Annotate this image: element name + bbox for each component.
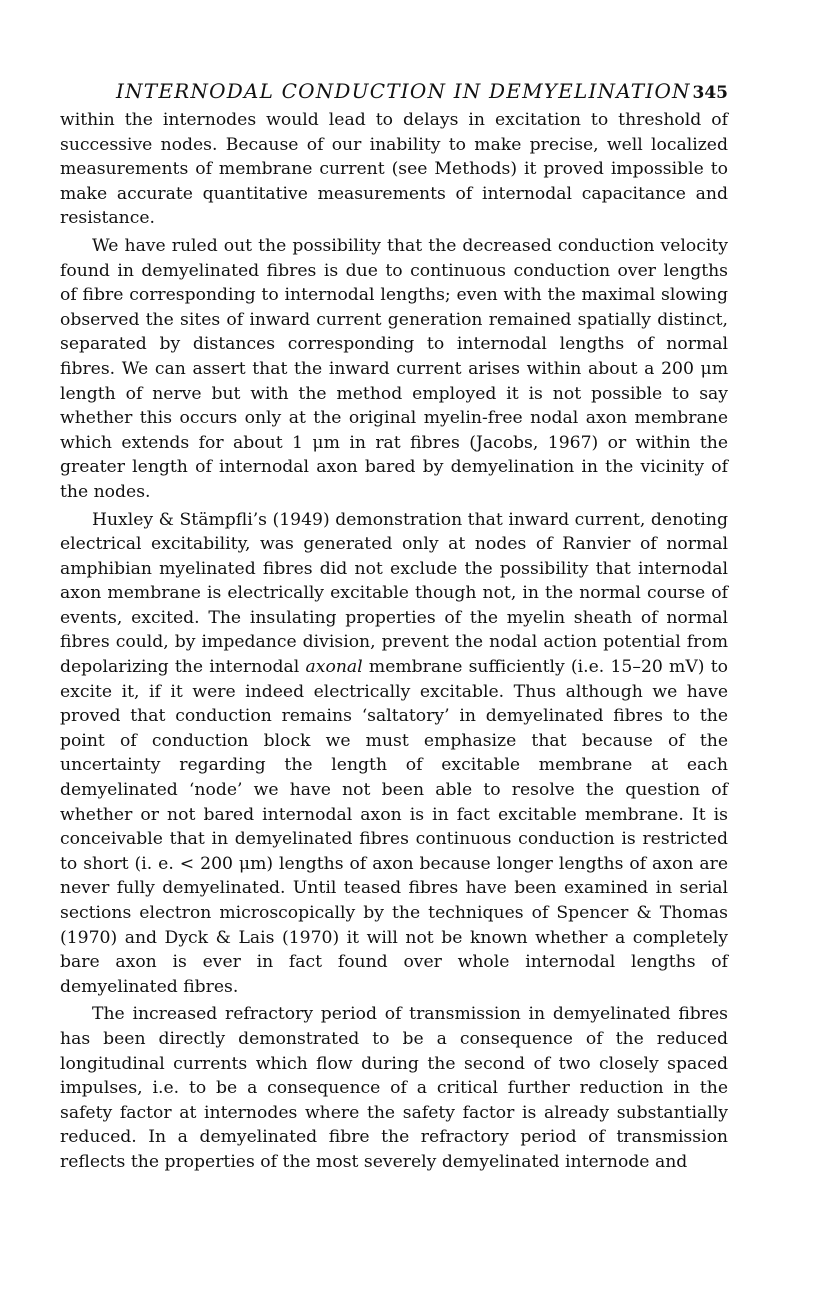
paragraph-2: We have ruled out the possibility that the decreased conduction velocity found in demyelinated fibres is due to continuous conduction over lengths of fibre corresponding to internodal lengths; even with the maximal slowing observed the sites of inward current generation remained spatially distinct, separated by distances corresponding to internodal lengths of normal fibres. We can assert that the inward current arises within about a 200 μm length of nerve but with the method employed it is not possible to say whether this occurs only at the original myelin-free nodal axon membrane which extends for about 1 μm in rat fibres (Jacobs, 1967) or within the greater length of internodal axon bared by demyelination in the vicinity of the nodes. <box>60 235 728 502</box>
paragraph-3 <box>60 508 728 1000</box>
page-number: 345 <box>692 83 728 103</box>
italic-emphasis: axonal <box>305 657 363 678</box>
paragraph-1: within the internodes would lead to delays in excitation to threshold of successive nodes. Because of our inability to make precise, well localized measurements of membrane current (see Methods) it proved impossible to make accurate quantitative measurements of internodal capacitance and resistance. <box>60 110 728 229</box>
paragraph-4: The increased refractory period of transmission in demyelinated fibres has been directly demonstrated to be a consequence of the reduced longitudinal currents which flow during the second of two closely spaced impulses, i.e. to be a consequence of a critical further reduction in the safety factor at internodes where the safety factor is already substantially reduced. In a demyelinated fibre the refractory period of transmission reflects the properties of the most severely demyelinated internode and <box>60 1004 728 1172</box>
paragraph-3-part-1: Huxley & Stämpfli’s (1949) demonstration that inward current, denoting electrical excitability, was generated only at nodes of Ranvier of normal amphibian myelinated fibres did not exclude the possibility that internodal axon membrane is electrically excitable though not, in the normal course of events, excited. The insulating properties of the myelin sheath of normal fibres could, by impedance division, prevent the nodal action potential from depolarizing the internodal <box>60 509 728 678</box>
journal-page <box>60 78 728 1175</box>
running-header <box>116 78 728 106</box>
paragraph-3-part-2: membrane sufficiently (i.e. 15–20 mV) to excite it, if it were indeed electrically excitable. Thus although we have proved that conduction remains ‘saltatory’ in demyelinated fibres to the point of conduction block we must emphasize that because of the uncertainty regarding the length of excitable membrane at each demyelinated ‘node’ we have not been able to resolve the question of whether or not bared internodal axon is in fact excitable membrane. It is conceivable that in demyelinated fibres continuous conduction is restricted to short (i. e. < 200 μm) lengths of axon because longer lengths of axon are never fully demyelinated. Until teased fibres have been examined in serial sections electron microscopically by the techniques of Spencer & Thomas (1970) and Dyck & Lais (1970) it will not be known whether a completely bare axon is ever in fact found over whole internodal lengths of demyelinated fibres. <box>60 657 728 997</box>
running-title: INTERNODAL CONDUCTION IN DEMYELINATION <box>116 79 691 103</box>
